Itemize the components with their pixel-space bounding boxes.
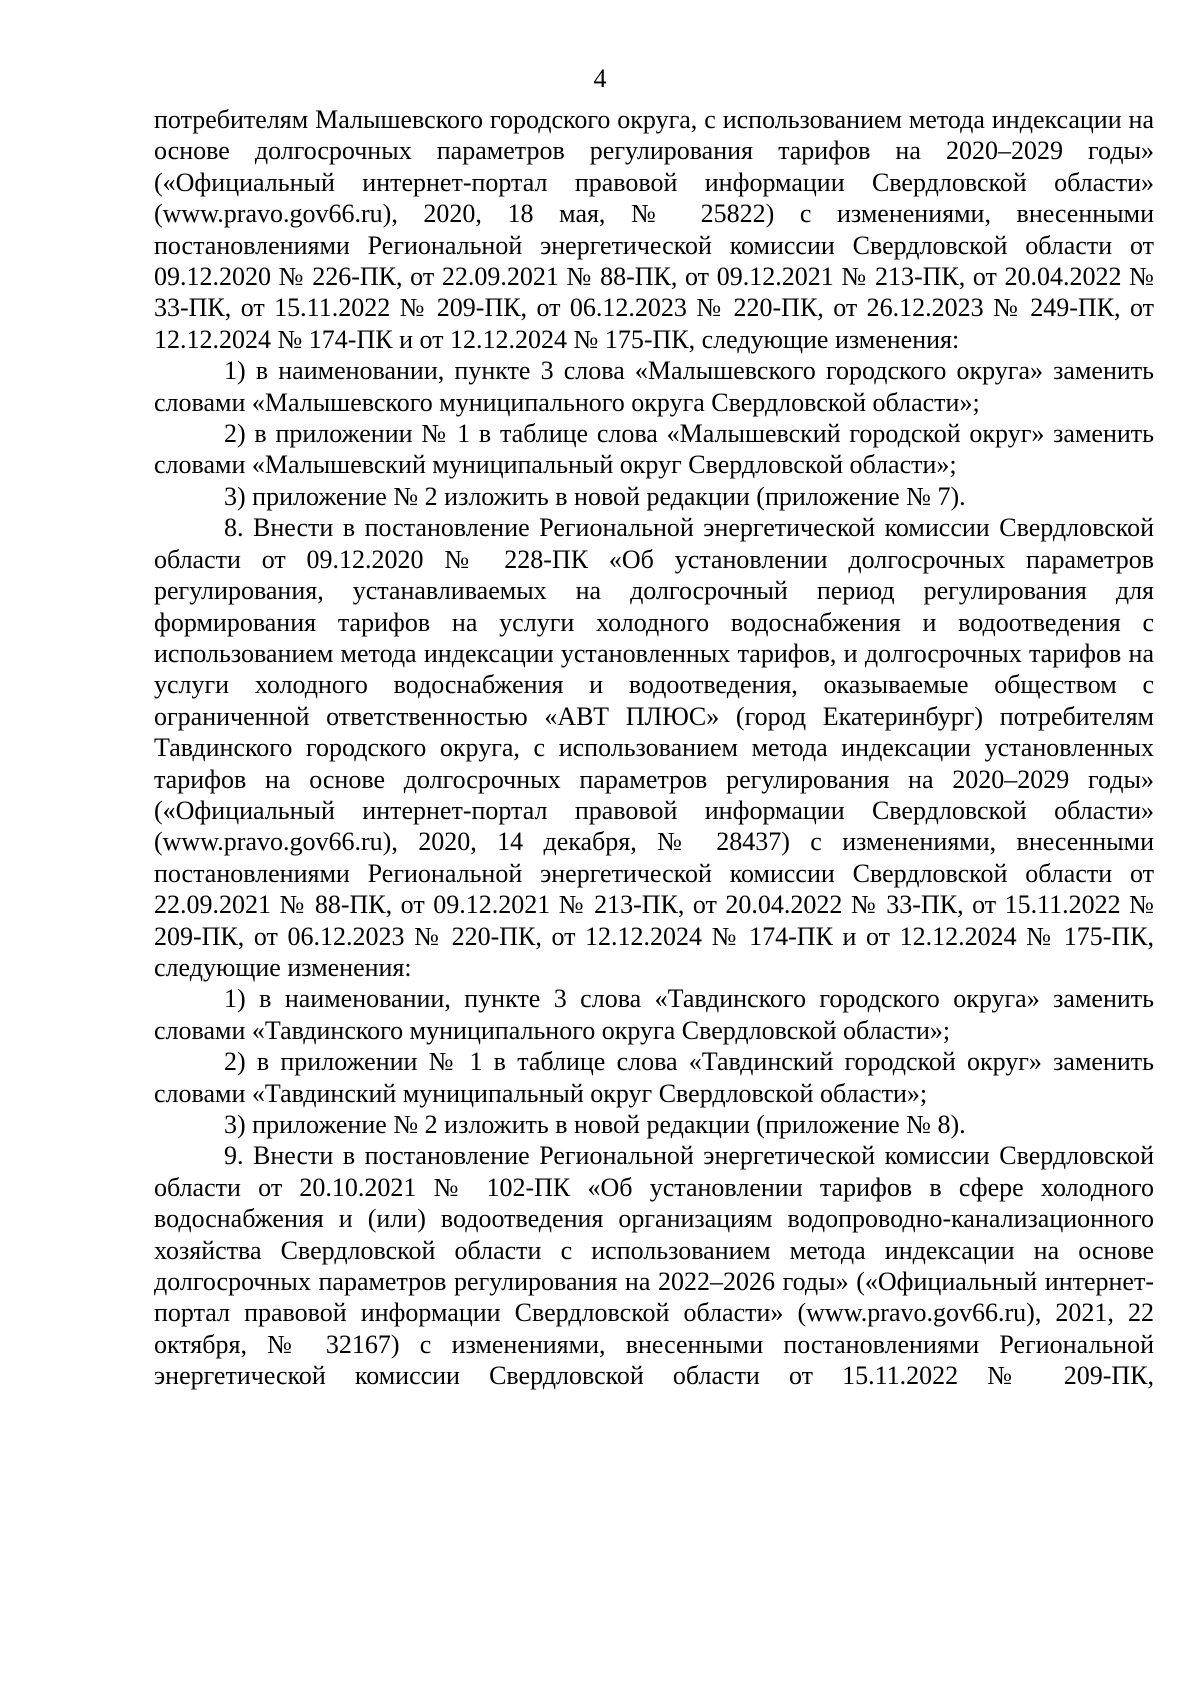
paragraph-7-item-2: 2) в приложении № 1 в таблице слова «Малышевский городской округ» заменить словами «Малышевский муниципальный округ Свердловской области»;	[154, 419, 1154, 480]
paragraph-8-item-2: 2) в приложении № 1 в таблице слова «Тавдинский городской округ» заменить словами «Тавдинский муниципальный округ Свердловской области»;	[154, 1047, 1154, 1108]
paragraph-8: 8. Внести в постановление Региональной энергетической комиссии Свердловской области от 09.12.2020 № 228-ПК «Об установлении долгосрочных параметров регулирования, устанавливаемых на долгосрочный период регулирования для формирования тарифов на услуги холодного водоснабжения и водоотведения с использованием метода индексации установленных тарифов, и долгосрочных тарифов на услуги холодного водоснабжения и водоотведения, оказываемые обществом с ограниченной ответственностью «АВТ ПЛЮС» (город Екатеринбург) потребителям Тавдинского городского округа, с использованием метода индексации установленных тарифов на основе долгосрочных параметров регулирования на 2020–2029 годы» («Официальный интернет-портал правовой информации Свердловской области» (www.pravo.gov66.ru), 2020, 14 декабря, № 28437) с изменениями, внесенными постановлениями Региональной энергетической комиссии Свердловской области от 22.09.2021 № 88-ПК, от 09.12.2021 № 213-ПК, от 20.04.2022 № 33-ПК, от 15.11.2022 № 209-ПК, от 06.12.2023 № 220-ПК, от 12.12.2024 № 174-ПК и от 12.12.2024 № 175-ПК, следующие изменения:	[154, 513, 1154, 982]
document-body	[154, 104, 1154, 1392]
paragraph-continuation-7: потребителям Малышевского городского округа, с использованием метода индексации на основе долгосрочных параметров регулирования тарифов на 2020–2029 годы» («Официальный интернет-портал правовой информации Свердловской области» (www.pravo.gov66.ru), 2020, 18 мая, № 25822) с изменениями, внесенными постановлениями Региональной энергетической комиссии Свердловской области от 09.12.2020 № 226-ПК, от 22.09.2021 № 88-ПК, от 09.12.2021 № 213-ПК, от 20.04.2022 № 33-ПК, от 15.11.2022 № 209-ПК, от 06.12.2023 № 220-ПК, от 26.12.2023 № 249-ПК, от 12.12.2024 № 174-ПК и от 12.12.2024 № 175-ПК, следующие изменения:	[154, 105, 1154, 354]
paragraph-7-item-1: 1) в наименовании, пункте 3 слова «Малышевского городского округа» заменить словами «Малышевского муниципального округа Свердловской области»;	[154, 356, 1154, 417]
paragraph-8-item-3: 3) приложение № 2 изложить в новой редакции (приложение № 8).	[224, 1110, 966, 1139]
paragraph-7-item-3: 3) приложение № 2 изложить в новой редакции (приложение № 7).	[224, 481, 966, 511]
page-number: 4	[593, 64, 607, 93]
paragraph-9: 9. Внести в постановление Региональной энергетической комиссии Свердловской области от 20.10.2021 № 102-ПК «Об установлении тарифов в сфере холодного водоснабжения и (или) водоотведения организациям водопроводно-канализационного хозяйства Свердловской области с использованием метода индексации на основе долгосрочных параметров регулирования на 2022–2026 годы» («Официальный интернет-портал правовой информации Свердловской области» (www.pravo.gov66.ru), 2021, 22 октября, № 32167) с изменениями, внесенными постановлениями Региональной энергетической комиссии Свердловской области от 15.11.2022 № 209-ПК,	[154, 1141, 1154, 1391]
paragraph-8-item-1: 1) в наименовании, пункте 3 слова «Тавдинского городского округа» заменить словами «Тавдинского муниципального округа Свердловской области»;	[154, 984, 1154, 1045]
